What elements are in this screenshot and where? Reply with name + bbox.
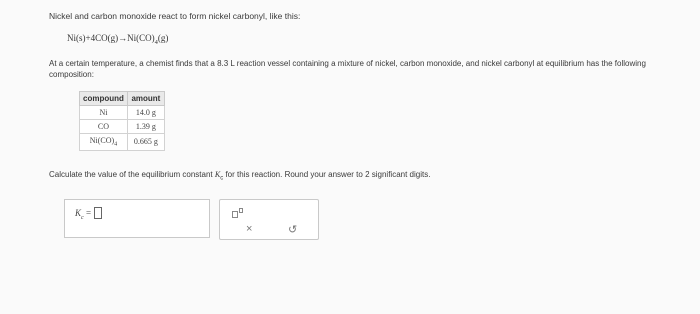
math-toolbar — [219, 199, 319, 240]
kc-symbol: K — [214, 170, 221, 179]
table-row — [80, 106, 165, 120]
table-row — [80, 120, 165, 134]
amount-cell: 0.665 g — [127, 134, 164, 151]
equation-rhs-state: (g) — [157, 33, 169, 43]
amount-cell: 1.39 g — [127, 120, 164, 134]
compound-cell: $Ni(CO)_4$ — [80, 134, 128, 151]
question-prompt: Calculate the value of the equilibrium constant $K_c$ for this reaction. Round your answer to 2 significant digits. — [49, 170, 431, 182]
compound-cell: CO — [80, 120, 128, 134]
answer-label: $K_c$ = — [75, 208, 92, 221]
equation-lhs: Ni(s)+4CO(g) — [67, 33, 119, 43]
x-icon[interactable]: × — [246, 223, 253, 235]
question-intro: Nickel and carbon monoxide react to form nickel carbonyl, like this: — [49, 11, 301, 21]
column-header-amount: amount — [127, 92, 164, 106]
equation-rhs: Ni(CO) — [127, 33, 155, 43]
question-setup: At a certain temperature, a chemist finds that a 8.3 L reaction vessel containing a mixture of nickel, carbon monoxide, and nickel carbonyl at equilibrium has the following composition: — [49, 59, 646, 79]
table-row — [80, 134, 165, 151]
equation-rhs-subscript: 4 — [154, 38, 158, 46]
composition-table — [79, 91, 165, 151]
superscript-template-icon[interactable] — [232, 208, 244, 218]
answer-panel — [64, 199, 210, 238]
compound-subscript: 4 — [114, 141, 118, 148]
equation-arrow: → — [118, 33, 128, 43]
chemical-equation — [67, 33, 168, 46]
answer-input[interactable] — [94, 207, 102, 219]
table-header-row — [80, 92, 165, 106]
amount-cell: 14.0 g — [127, 106, 164, 120]
compound-cell: Ni — [80, 106, 128, 120]
undo-icon[interactable]: ↺ — [288, 224, 298, 236]
column-header-compound: compound — [80, 92, 128, 106]
